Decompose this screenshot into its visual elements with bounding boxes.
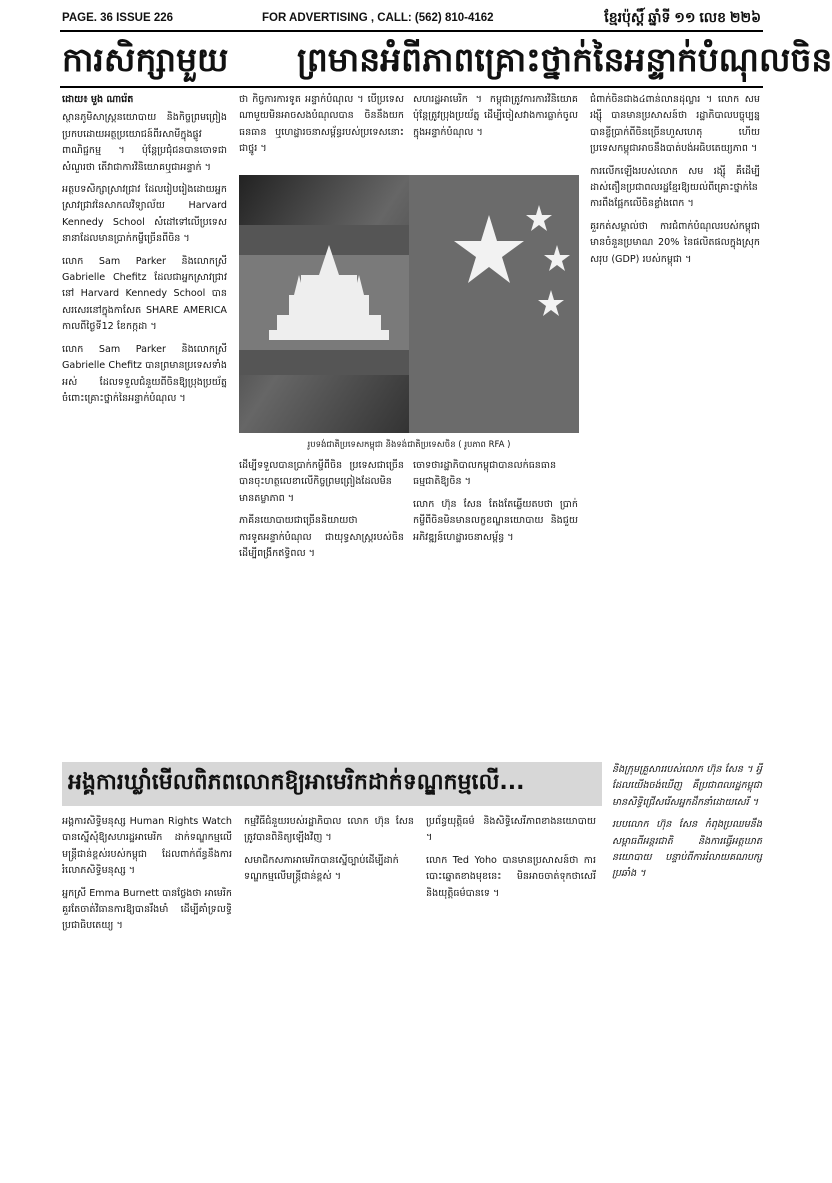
article-column-3-top: [413, 92, 578, 172]
article-column-4: [590, 92, 760, 747]
paragraph: លោក Ted Yoho បានមានប្រសាសន៍ថា ការបោះឆ្នោតខាងមុខនេះ មិនអាចចាត់ទុកថាសេរី និងយុត្តិធម៌បានទេ ។: [426, 854, 596, 899]
article-column-3-bottom: [413, 458, 578, 748]
paragraph: ភាគីនយោបាយជាច្រើននិយាយថា ការទូតអន្ទាក់បំណុល ជាយុទ្ធសាស្ត្ររបស់ចិនដើម្បីពង្រីកឥទ្ធិពល ។: [239, 515, 404, 560]
paragraph: អត្ថបទសិក្សាស្រាវជ្រាវ ដែលរៀបរៀងដោយអ្នកស្រាវជ្រាវនៃសាកលវិទ្យាល័យ Harvard Kennedy School សំដៅទៅលើប្រទេសនានាដែលមានប្រាក់កម្ចីច្រើនពីចិន ។: [62, 184, 227, 245]
paragraph: ប្រព័ន្ធយុត្តិធម៌ និងសិទ្ធិសេរីភាពខាងនយោបាយ ។: [426, 816, 596, 844]
publication-masthead: ខ្មែរប៉ុស្តិ៍ ឆ្នាំទី ១១ លេខ ២២៦: [604, 9, 761, 25]
paragraph: ស្ថានភូមិសាស្ត្រនយោបាយ និងកិច្ចព្រមព្រៀងប្រកបដោយអត្ថប្រយោជន៍ពីរសាមីក្នុងផ្លូវពាណិជ្ជកម្ម ។ ប៉ុន្តែប្រជុំជនបានចោទជាសំណួរថា តើវាជាការវិនិយោគឬជាអន្ទាក់ ។: [62, 112, 227, 173]
article-column-1: [62, 92, 227, 742]
article-headline: [62, 38, 832, 82]
paragraph: សហរដ្ឋអាមេរិក ។ កម្ពុជាត្រូវការការវិនិយោគ ប៉ុន្តែត្រូវប្រុងប្រយ័ត្ន ដើម្បីចៀសវាងការធ្លាក់ចូលក្នុងអន្ទាក់បំណុល ។: [413, 94, 578, 138]
paragraph: សមាជិកសភាអាមេរិកបានស្នើច្បាប់ដើម្បីដាក់ទណ្ឌកម្មលើមន្ត្រីជាន់ខ្ពស់ ។: [244, 854, 399, 883]
paragraph: និងក្រុមគ្រួសាររបស់លោក ហ៊ុន សែន ។ អ្វីដែលយើងចង់ឃើញ គឺប្រជាពលរដ្ឋកម្ពុជាមានសិទ្ធិជ្រើសរើសអ្នកដឹកនាំដោយសេរី ។: [612, 764, 762, 808]
article2-column-2: [244, 814, 414, 1174]
paragraph: ចោទថារដ្ឋាភិបាលកម្ពុជាបានលក់ធនធានធម្មជាតិឱ្យចិន ។: [413, 460, 557, 488]
article-column-2-top: [239, 92, 404, 172]
page-header: [62, 8, 761, 32]
article2-sidebar: [612, 762, 762, 1182]
article2-column-1: [62, 814, 232, 1174]
paragraph: ដើម្បីទទួលបានប្រាក់កម្ចីពីចិន ប្រទេសជាច្រើនបានចុះហត្ថលេខាលើកិច្ចព្រមព្រៀងដែលមិនមានតម្លាភាព ។: [239, 460, 404, 504]
page-issue-label: PAGE. 36 ISSUE 226: [62, 12, 174, 24]
header-divider: [60, 30, 763, 32]
byline: ដោយ៖ មួង ណារ៉េត: [62, 94, 134, 105]
headline-left: ការសិក្សាមួយ: [62, 40, 229, 79]
paragraph: ជំពាក់ចិនជាង៤ពាន់លានដុល្លារ ។ លោក សម រង្ស៊ី បានមានប្រសាសន៍ថា រដ្ឋាភិបាលបច្ចុប្បន្នបានខ្ចីប្រាក់ពីចិនច្រើនហួសហេតុ ហើយប្រទេសកម្ពុជាអាចនឹងបាត់បង់អធិបតេយ្យភាព ។: [590, 94, 760, 155]
flags-photo-graphic: [239, 175, 579, 433]
paragraph: ថា កិច្ចការការទូត អន្ទាក់បំណុល ។ បើប្រទេសណាមួយមិនអាចសងបំណុលបាន ចិននឹងយកធនធាន ឬហេដ្ឋារចនាសម្ព័ន្ធរបស់ប្រទេសនោះជាថ្នូរ ។: [239, 94, 404, 155]
paragraph: លោក Sam Parker និងលោកស្រី Gabrielle Chefitz ដែលជាអ្នកស្រាវជ្រាវនៅ Harvard Kennedy School បានសរសេរនៅក្នុងកាសែត SHARE AMERICA កាលពីថ្ងៃទី12 ខែកក្កដា ។: [62, 255, 227, 333]
paragraph: របបលោក ហ៊ុន សែន កំពុងប្រឈមនឹងសម្ពាធពីអន្តរជាតិ និងការធ្វើអត្តឃាតនយោបាយ បន្ទាប់ពីការរំលាយគណបក្សប្រឆាំង ។: [612, 819, 762, 880]
paragraph: លោក Sam Parker និងលោកស្រី Gabrielle Chefitz បានព្រមានប្រទេសទាំងអស់ ដែលទទួលជំនួយពីចិនឱ្យប្រុងប្រយ័ត្នចំពោះគ្រោះថ្នាក់នៃអន្ទាក់បំណុល ។: [62, 343, 227, 404]
paragraph: កម្មវិធីជំនួយរបស់រដ្ឋាភិបាល លោក ហ៊ុន សែន ត្រូវបានពិនិត្យឡើងវិញ ។: [244, 816, 414, 844]
headline-right: ព្រមានអំពីភាពគ្រោះថ្នាក់នៃអន្ទាក់បំណុលចិន: [297, 40, 832, 79]
paragraph: គួរកត់សម្គាល់ថា ការជំពាក់បំណុលរបស់កម្ពុជាមានចំនួនប្រមាណ 20% នៃផលិតផលក្នុងស្រុកសរុប (GDP) របស់កម្ពុជា ។: [590, 220, 760, 265]
paragraph: លោក ហ៊ុន សែន តែងតែឆ្លើយតបថា ប្រាក់កម្ចីពីចិនមិនមានលក្ខខណ្ឌនយោបាយ និងជួយអភិវឌ្ឍន៍ហេដ្ឋារចនាសម្ព័ន្ធ ។: [413, 498, 578, 543]
paragraph: អង្គការសិទ្ធិមនុស្ស Human Rights Watch បានស្នើសុំឱ្យសហរដ្ឋអាមេរិក ដាក់ទណ្ឌកម្មលើមន្ត្រីជាន់ខ្ពស់របស់កម្ពុជា ដែលពាក់ព័ន្ធនឹងការរំលោភសិទ្ធិមនុស្ស ។: [62, 816, 232, 877]
flags-photo: [239, 175, 579, 433]
article-column-2-bottom: [239, 458, 404, 748]
headline-divider: [60, 86, 763, 88]
paragraph: ការលើកឡើងរបស់លោក សម រង្ស៊ី គឺដើម្បីដាស់តឿនប្រជាពលរដ្ឋខ្មែរឱ្យយល់ពីគ្រោះថ្នាក់នៃការពឹងផ្អែកលើចិនខ្លាំងពេក ។: [590, 165, 760, 210]
paragraph: អ្នកស្រី Emma Burnett បានថ្លែងថា អាមេរិកគួរតែចាត់វិធានការឱ្យបានរឹងមាំ ដើម្បីគាំទ្រលទ្ធិប្រជាធិបតេយ្យ ។: [62, 887, 232, 932]
article2-headline: អង្គការឃ្លាំមើលពិភពលោកឱ្យអាមេរិកដាក់ទណ្ឌកម្មលើ...: [68, 770, 525, 795]
article2-column-3: [426, 814, 596, 1174]
photo-caption: រូបទង់ជាតិប្រទេសកម្ពុជា និងទង់ជាតិប្រទេសចិន ( រូបភាព RFA ): [307, 440, 511, 450]
advertising-contact: FOR ADVERTISING , CALL: (562) 810-4162: [262, 12, 494, 24]
